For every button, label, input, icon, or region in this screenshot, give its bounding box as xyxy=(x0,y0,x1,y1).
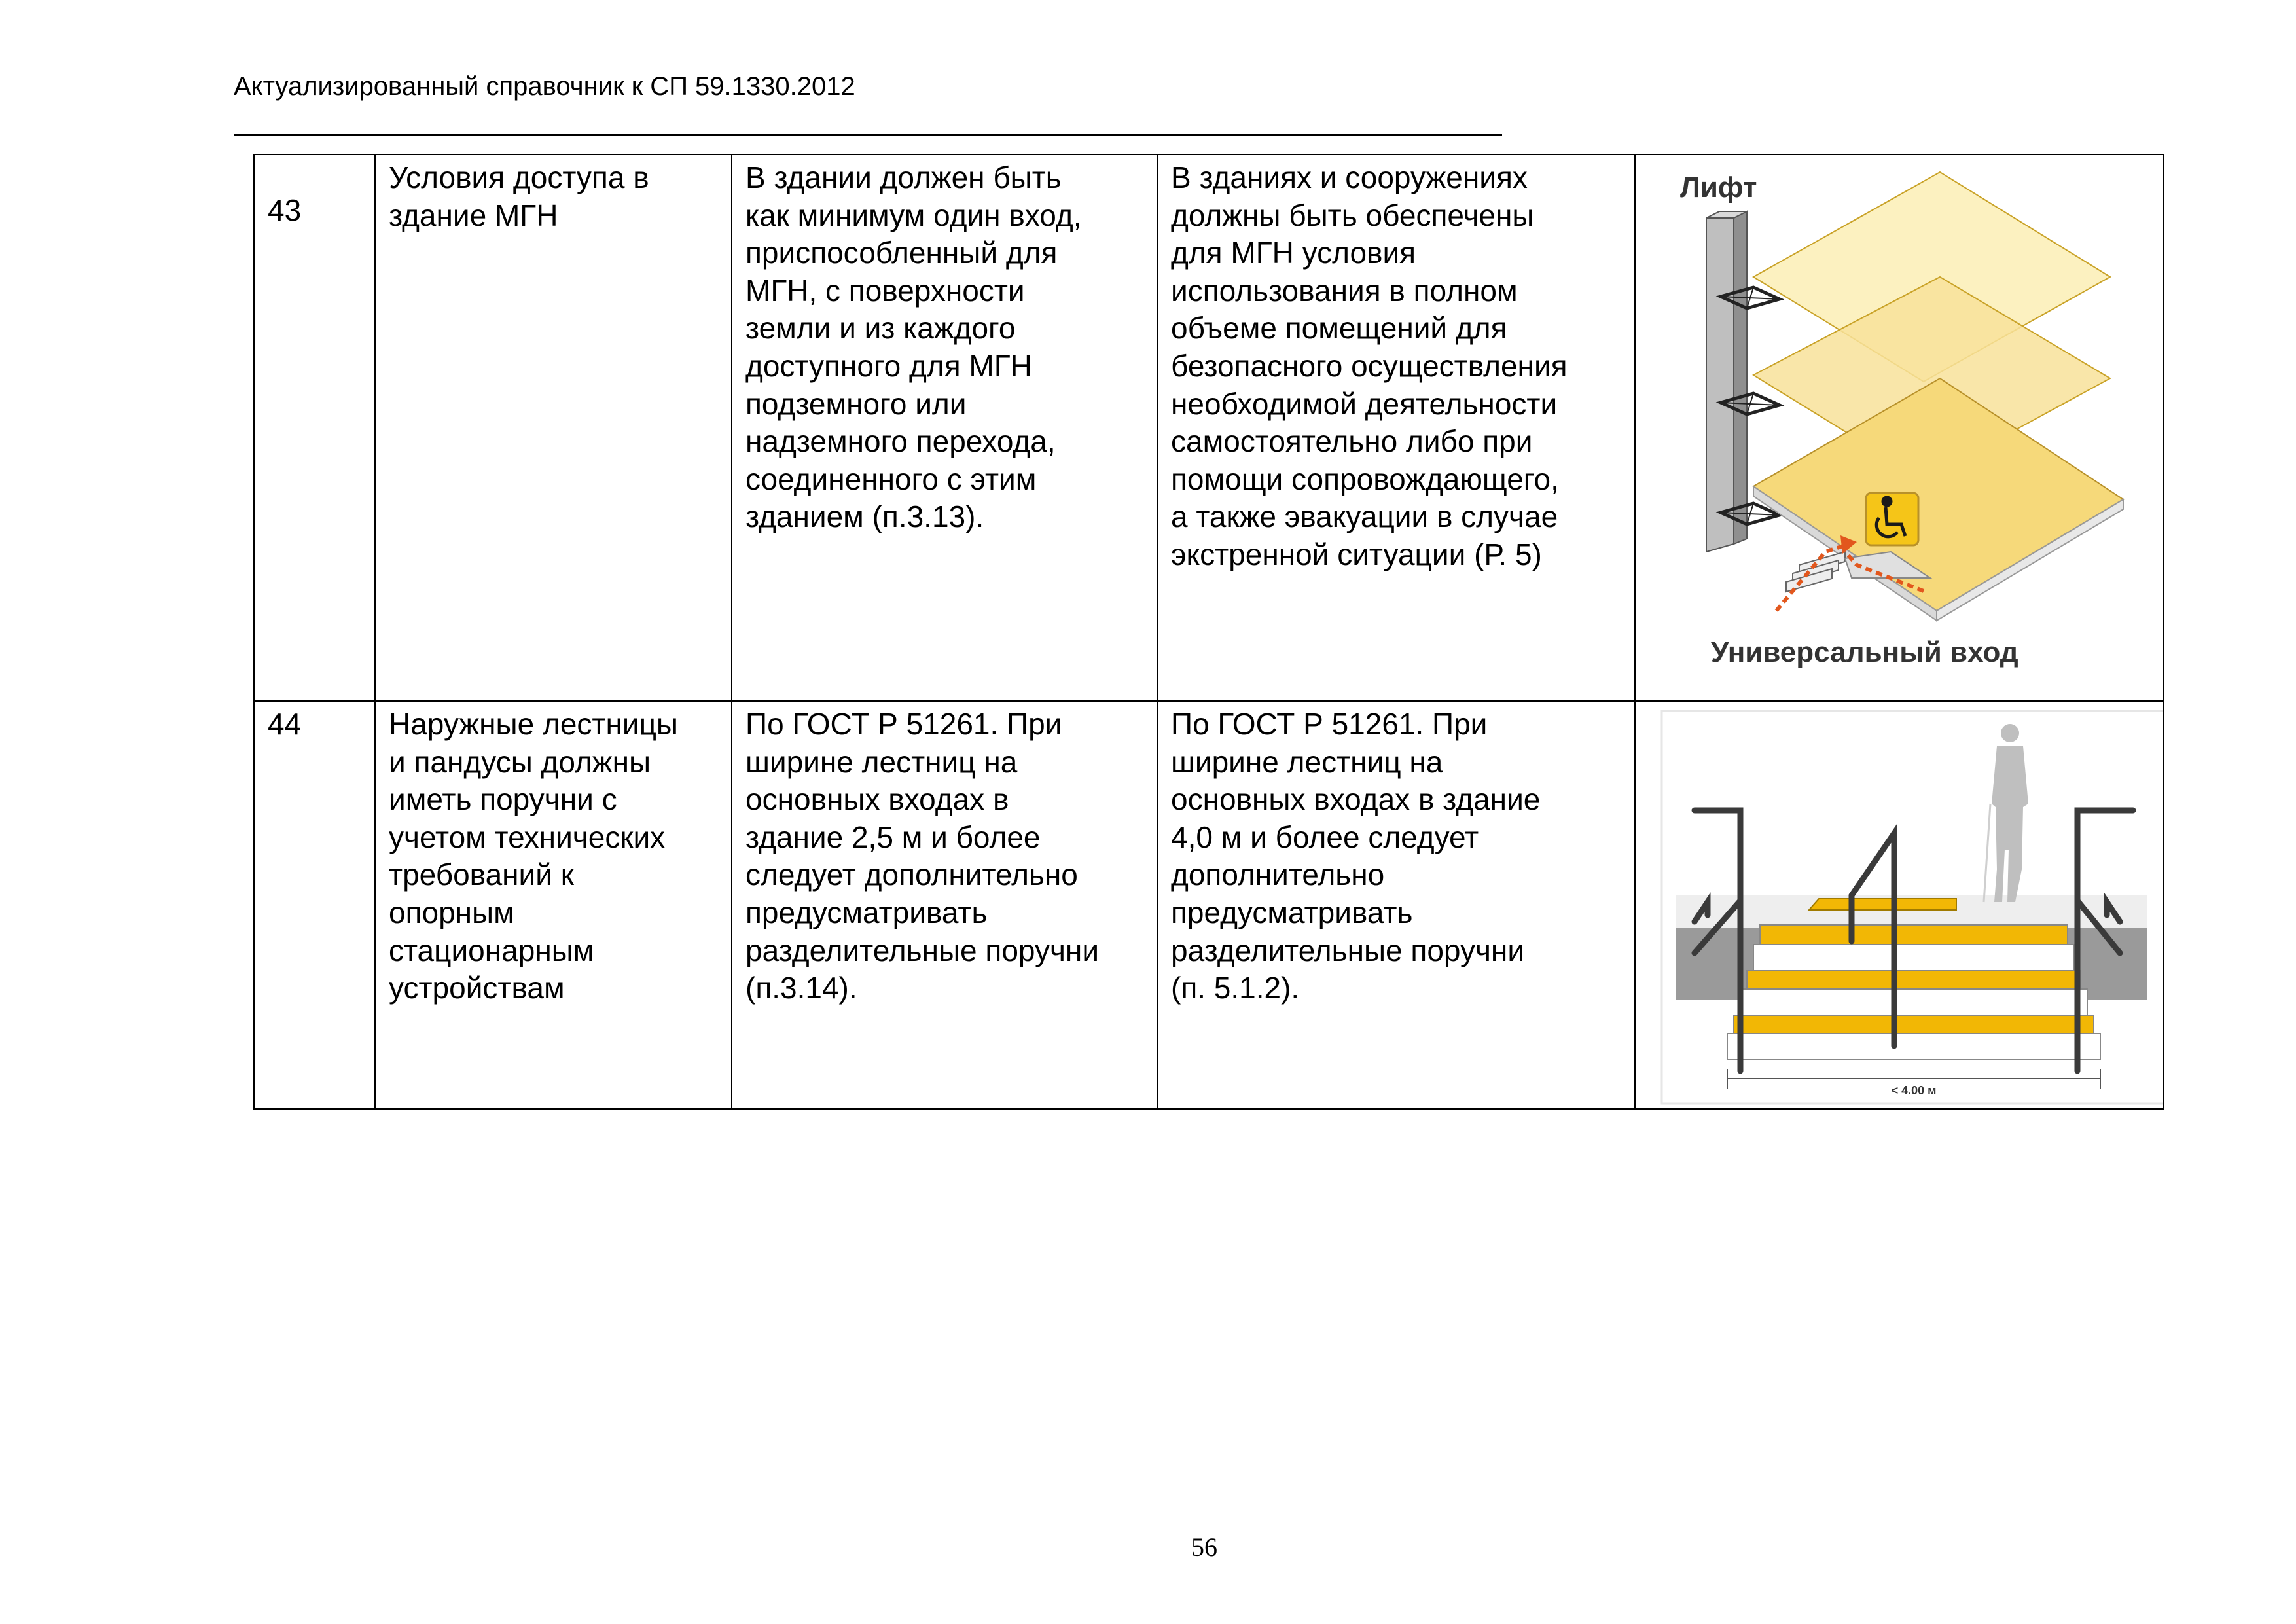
new-requirement-text: По ГОСТ Р 51261. При ширине лестниц на основных входах в здание 4,0 м и более следует дополнительно предусматривать разделительные поручни (п. 5.1.2). xyxy=(1171,707,1541,1005)
row-number-cell xyxy=(254,701,375,1109)
old-requirement-cell xyxy=(732,701,1157,1109)
row-number: 44 xyxy=(268,707,302,741)
row-number-cell xyxy=(254,154,375,701)
elevator-entrance-figure xyxy=(1649,159,2164,700)
topic-cell xyxy=(375,154,732,701)
page-number: 56 xyxy=(1191,1532,1217,1562)
figure-label-elevator: Лифт xyxy=(1680,171,1757,204)
new-requirement-text: В зданиях и сооружениях должны быть обеспечены для МГН условия использования в полном объеме помещений для безопасного осуществления необходимой деятельности самостоятельно либо при помощи сопровождающего, а также эвакуации в случае экстренной ситуации (Р. 5) xyxy=(1171,160,1568,571)
row-topic: Наружные лестницы и пандусы должны иметь поручни с учетом технических требований к опорным стационарным устройствам xyxy=(389,707,678,1005)
old-requirement-cell xyxy=(732,154,1157,701)
dimension-label: < 4.00 м xyxy=(1891,1084,1937,1097)
document-header-title: Актуализированный справочник к СП 59.1330.2012 xyxy=(234,72,855,101)
table-row xyxy=(254,701,2164,1109)
new-requirement-cell xyxy=(1157,154,1635,701)
header-rule xyxy=(234,134,1502,136)
row-topic: Условия доступа в здание МГН xyxy=(389,160,649,232)
stairs-handrails-figure xyxy=(1649,706,2164,1108)
topic-cell xyxy=(375,701,732,1109)
new-requirement-cell xyxy=(1157,701,1635,1109)
old-requirement-text: В здании должен быть как минимум один вход, приспособленный для МГН, с поверхности земли и из каждого доступного для МГН подземного или надземного перехода, соединенного с этим зданием (п.3.13). xyxy=(745,160,1082,534)
figure-label-universal-entrance: Универсальный вход xyxy=(1711,636,2018,668)
row-number: 43 xyxy=(268,193,302,227)
old-requirement-text: По ГОСТ Р 51261. При ширине лестниц на основных входах в здание 2,5 м и более следует дополнительно предусматривать разделительные поручни (п.3.14). xyxy=(745,707,1100,1005)
table-row xyxy=(254,154,2164,701)
figure-cell xyxy=(1635,154,2164,701)
requirements-table xyxy=(253,154,2164,1110)
figure-cell xyxy=(1635,701,2164,1109)
